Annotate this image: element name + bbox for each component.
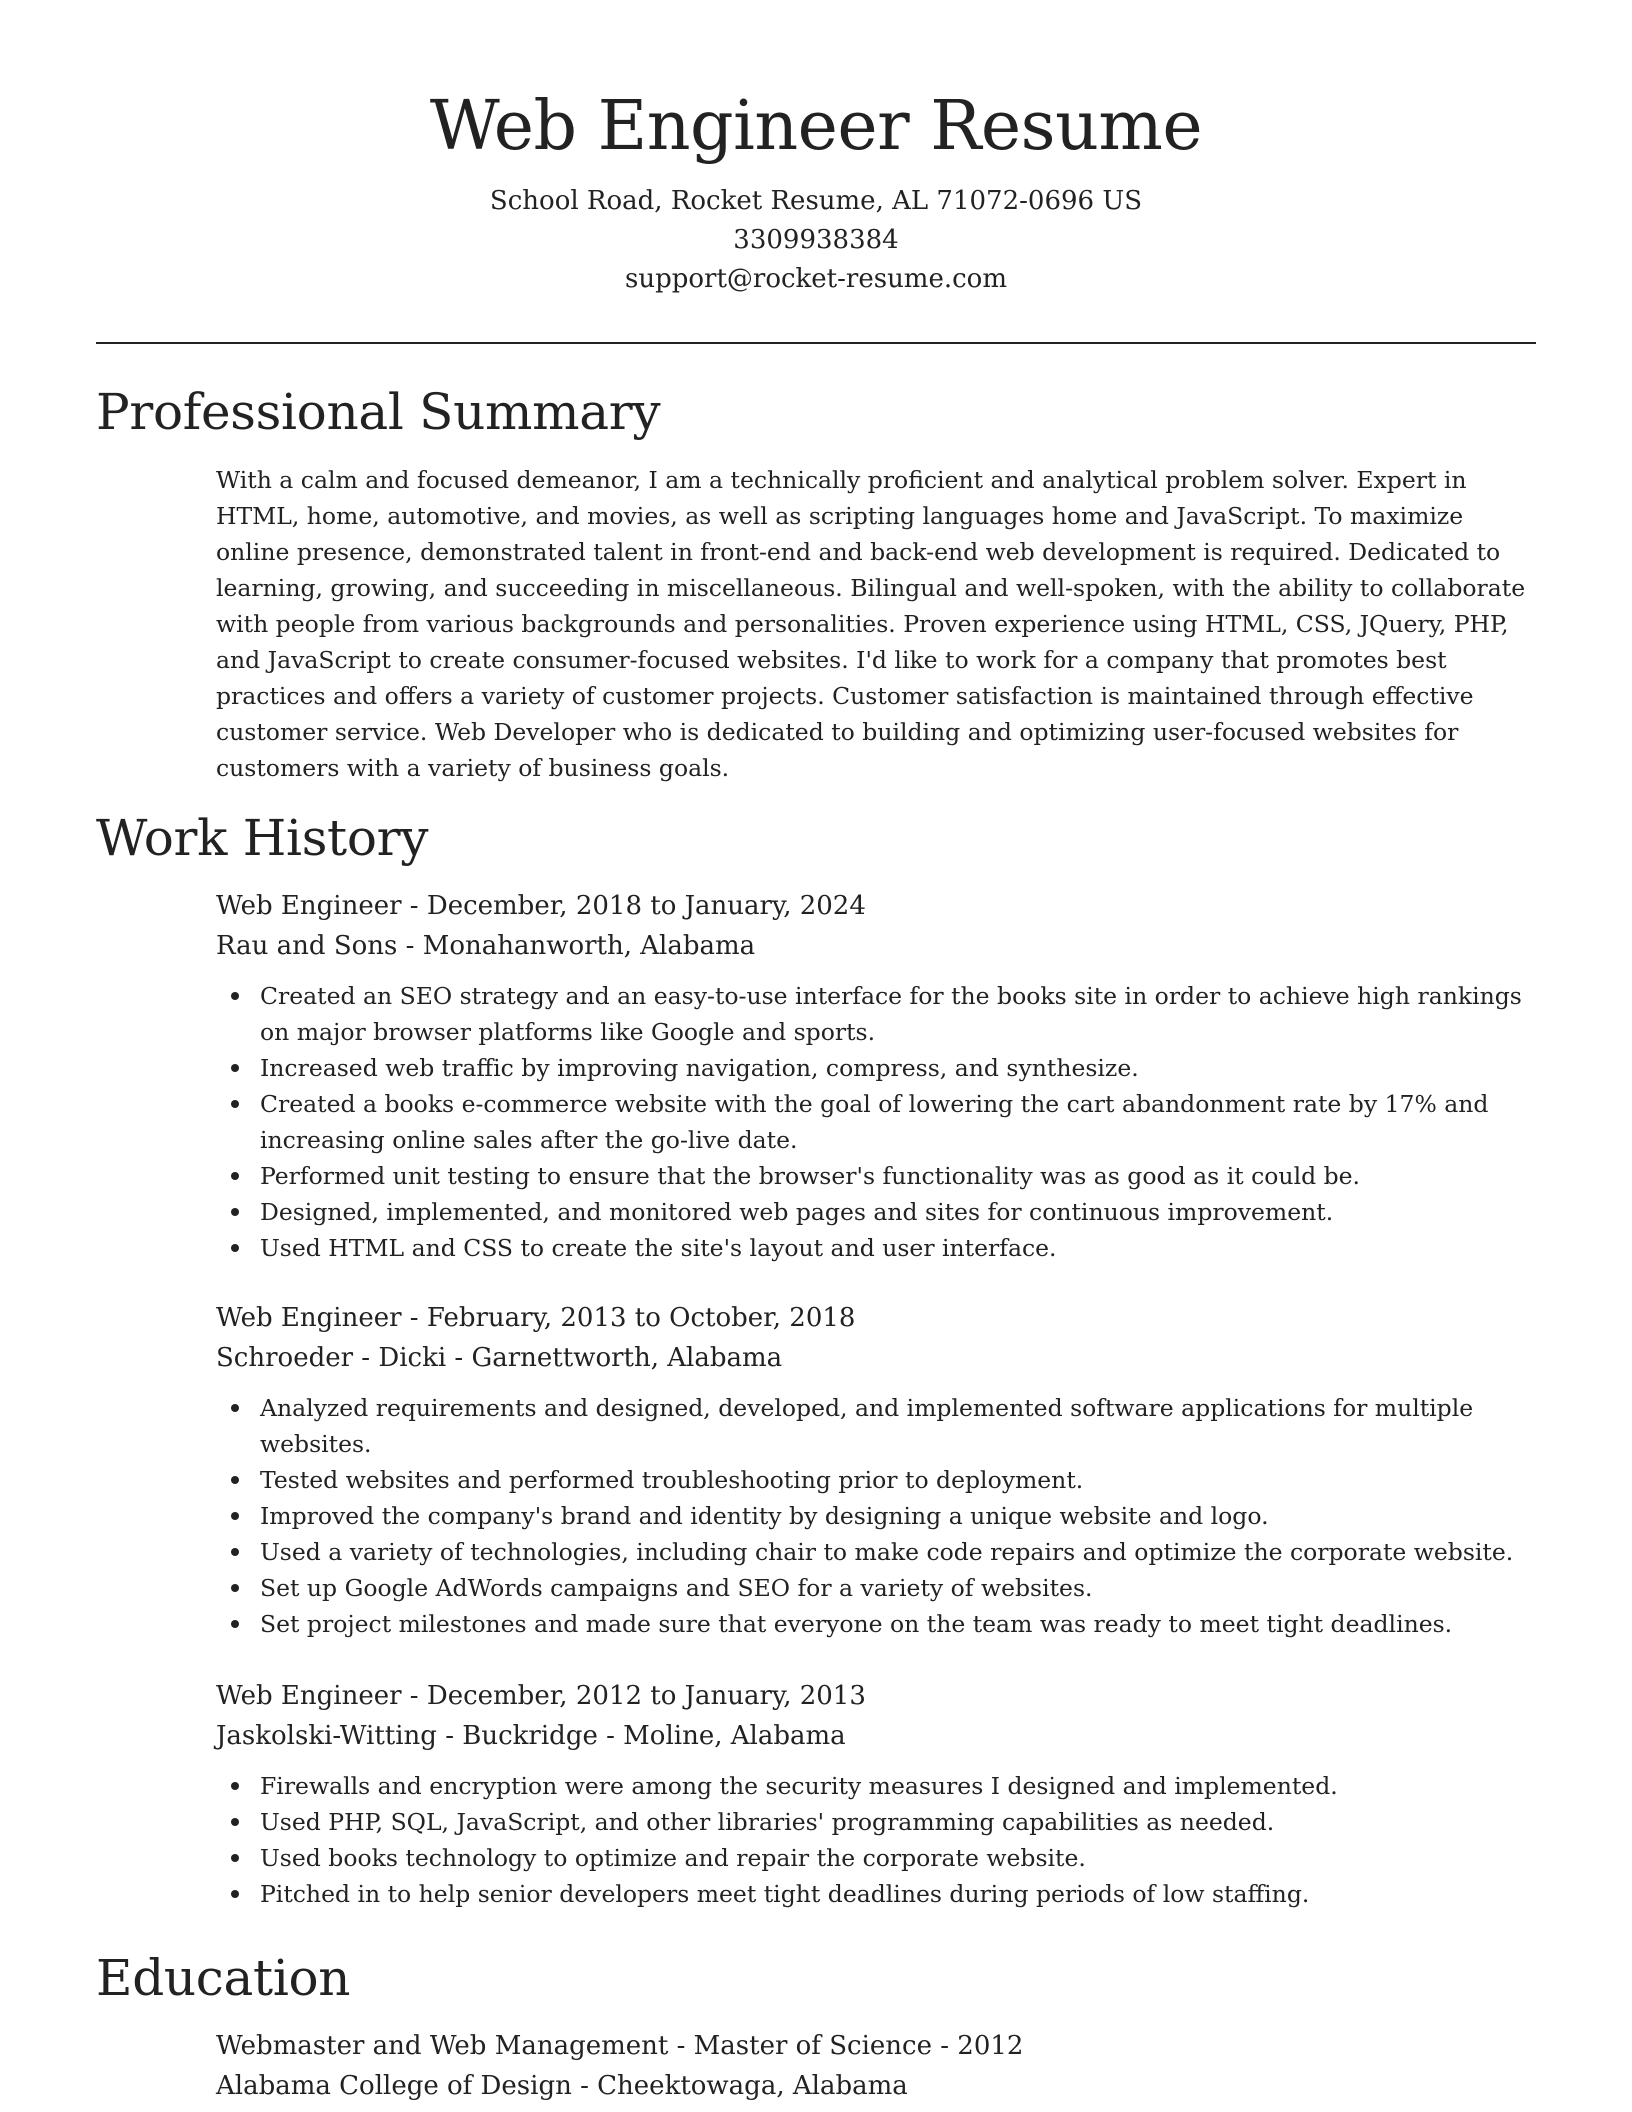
education-degree-line: Webmaster and Web Management - Master of Science - 2012 [216, 2031, 1024, 2061]
section-title-summary: Professional Summary [96, 383, 661, 441]
bullet-item: Created a books e-commerce website with the goal of lowering the cart abandonment rate by 17% and increasing online sales after the go-live date. [260, 1086, 1540, 1158]
job-role: Web Engineer [216, 1303, 402, 1333]
contact-phone: 3309938384 [733, 225, 899, 255]
job-location: - Garnettworth, Alabama [446, 1343, 783, 1373]
job-bullets [216, 1390, 1540, 1642]
bullet-item: Performed unit testing to ensure that the browser's functionality was as good as it could be. [260, 1158, 1540, 1194]
job-role: Web Engineer [216, 891, 402, 921]
summary-text: With a calm and focused demeanor, I am a technically proficient and analytical problem solver. Expert in HTML, home, automotive, and movies, as well as scripting languages home and JavaScript. To maximize online presence, demonstrated talent in front-end and back-end web development is required. Dedicated to learning, growing, and succeeding in miscellaneous. Bilingual and well-spoken, with the ability to collaborate with people from various backgrounds and personalities. Proven experience using HTML, CSS, JQuery, PHP, and JavaScript to create consumer-focused websites. I'd like to work for a company that promotes best practices and offers a variety of customer projects. Customer satisfaction is maintained through effective customer service. Web Developer who is dedicated to building and optimizing user-focused websites for customers with a variety of business goals. [216, 466, 1526, 782]
job-company: Jaskolski-Witting - Buckridge [216, 1721, 598, 1751]
job-company-line [216, 1338, 1540, 1378]
bullet-item: Set project milestones and made sure that everyone on the team was ready to meet tight deadlines. [260, 1606, 1540, 1642]
header-divider [96, 342, 1536, 344]
job-bullets [216, 978, 1540, 1266]
job-company: Schroeder - Dicki [216, 1343, 447, 1373]
education-location: - Cheektowaga, Alabama [571, 2071, 908, 2101]
job-entry [216, 886, 1540, 1266]
bullet-item: Pitched in to help senior developers meet tight deadlines during periods of low staffing. [260, 1876, 1540, 1912]
bullet-item: Used books technology to optimize and repair the corporate website. [260, 1840, 1540, 1876]
bullet-item: Used a variety of technologies, including chair to make code repairs and optimize the corporate website. [260, 1534, 1540, 1570]
job-role: Web Engineer [216, 1681, 402, 1711]
job-title-line [216, 886, 1540, 926]
bullet-item: Firewalls and encryption were among the security measures I designed and implemented. [260, 1768, 1540, 1804]
bullet-item: Analyzed requirements and designed, developed, and implemented software applications for multiple websites. [260, 1390, 1540, 1462]
contact-address: School Road, Rocket Resume, AL 71072-0696 US [489, 186, 1143, 216]
job-dates: - December, 2012 to January, 2013 [401, 1681, 866, 1711]
bullet-item: Used HTML and CSS to create the site's layout and user interface. [260, 1230, 1540, 1266]
job-dates: - February, 2013 to October, 2018 [401, 1303, 856, 1333]
job-title-line [216, 1676, 1540, 1716]
bullet-item: Used PHP, SQL, JavaScript, and other libraries' programming capabilities as needed. [260, 1804, 1540, 1840]
section-title-education: Education [96, 1949, 351, 2007]
contact-block [96, 182, 1536, 299]
education-school: Alabama College of Design [216, 2071, 572, 2101]
job-entry [216, 1298, 1540, 1642]
job-company: Rau and Sons [216, 931, 398, 961]
job-bullets [216, 1768, 1540, 1912]
job-company-line [216, 1716, 1540, 1756]
resume-title: Web Engineer Resume [429, 87, 1203, 166]
bullet-item: Designed, implemented, and monitored web pages and sites for continuous improvement. [260, 1194, 1540, 1230]
education-school-line [216, 2066, 1540, 2106]
job-dates: - December, 2018 to January, 2024 [401, 891, 866, 921]
resume-header [96, 82, 1536, 299]
bullet-item: Tested websites and performed troubleshooting prior to deployment. [260, 1462, 1540, 1498]
job-location: - Monahanworth, Alabama [397, 931, 756, 961]
bullet-item: Increased web traffic by improving navigation, compress, and synthesize. [260, 1050, 1540, 1086]
job-entry [216, 1676, 1540, 1912]
bullet-item: Created an SEO strategy and an easy-to-use interface for the books site in order to achieve high rankings on major browser platforms like Google and sports. [260, 978, 1540, 1050]
job-title-line [216, 1298, 1540, 1338]
job-company-line [216, 926, 1540, 966]
contact-email: support@rocket-resume.com [624, 264, 1007, 294]
bullet-item: Set up Google AdWords campaigns and SEO for a variety of websites. [260, 1570, 1540, 1606]
bullet-item: Improved the company's brand and identity by designing a unique website and logo. [260, 1498, 1540, 1534]
section-title-work-history: Work History [96, 809, 429, 867]
education-entry [216, 2026, 1540, 2106]
job-location: - Moline, Alabama [597, 1721, 846, 1751]
